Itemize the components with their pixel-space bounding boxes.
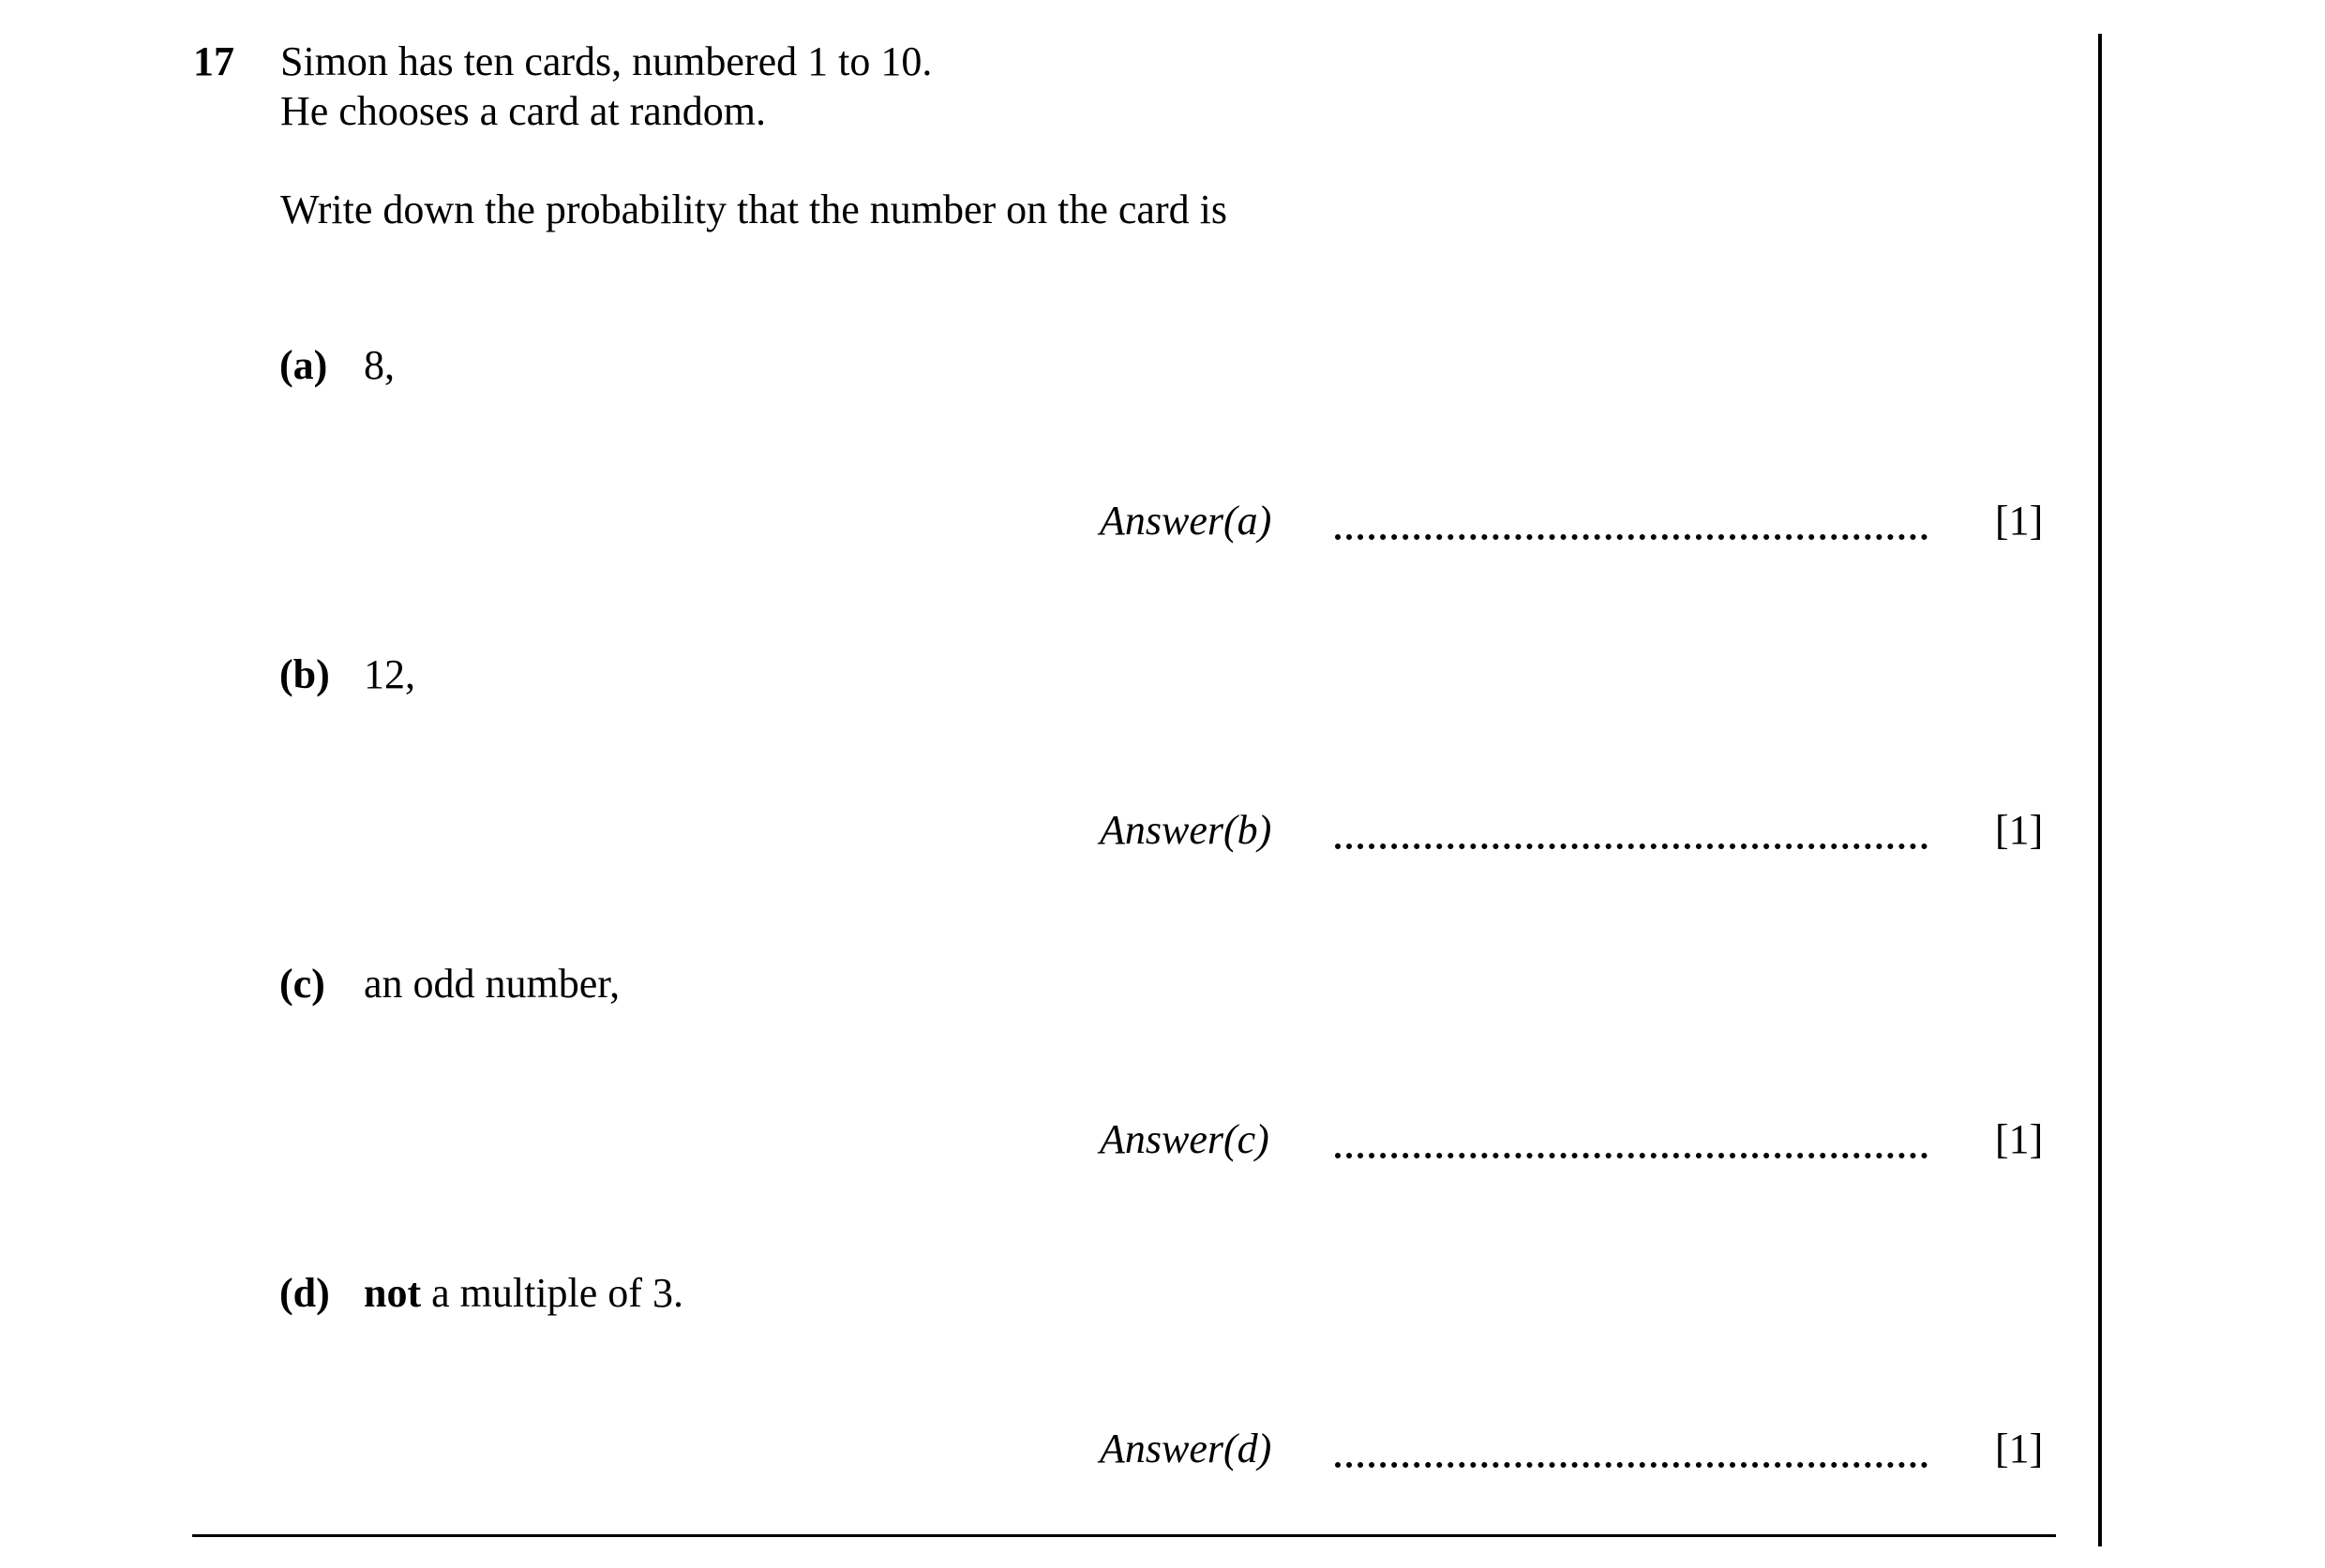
question-number: 17 xyxy=(193,38,234,84)
part-d-marks: [1] xyxy=(1995,1426,2044,1471)
part-b-text: 12, xyxy=(364,651,415,697)
part-d-text xyxy=(364,1270,683,1316)
answer-d-line[interactable] xyxy=(1335,1462,1928,1468)
part-b-label: (b) xyxy=(279,651,330,697)
part-a-label: (a) xyxy=(279,342,328,388)
part-c-text: an odd number, xyxy=(364,961,621,1007)
part-c-marks: [1] xyxy=(1995,1116,2044,1162)
question-stem-line-2: He chooses a card at random. xyxy=(280,88,767,134)
part-d-emphasis: not xyxy=(364,1270,422,1316)
part-d-text-rest: a multiple of 3. xyxy=(421,1270,683,1316)
answer-a-label: Answer(a) xyxy=(1100,498,1272,544)
bottom-rule xyxy=(192,1534,2056,1537)
question-stem-line-1: Simon has ten cards, numbered 1 to 10. xyxy=(280,38,933,84)
part-b-marks: [1] xyxy=(1995,807,2044,853)
question-instruction: Write down the probability that the number on the card is xyxy=(280,187,1227,232)
answer-b-line[interactable] xyxy=(1335,844,1928,849)
answer-c-line[interactable] xyxy=(1335,1153,1928,1158)
part-d-label: (d) xyxy=(279,1270,330,1316)
answer-a-line[interactable] xyxy=(1335,534,1928,540)
part-a-marks: [1] xyxy=(1995,498,2044,544)
part-a-text: 8, xyxy=(364,342,395,388)
answer-b-label: Answer(b) xyxy=(1100,807,1272,853)
right-margin-line xyxy=(2098,34,2102,1546)
part-c-label: (c) xyxy=(279,961,325,1007)
answer-c-label: Answer(c) xyxy=(1100,1116,1269,1162)
answer-d-label: Answer(d) xyxy=(1100,1426,1272,1471)
